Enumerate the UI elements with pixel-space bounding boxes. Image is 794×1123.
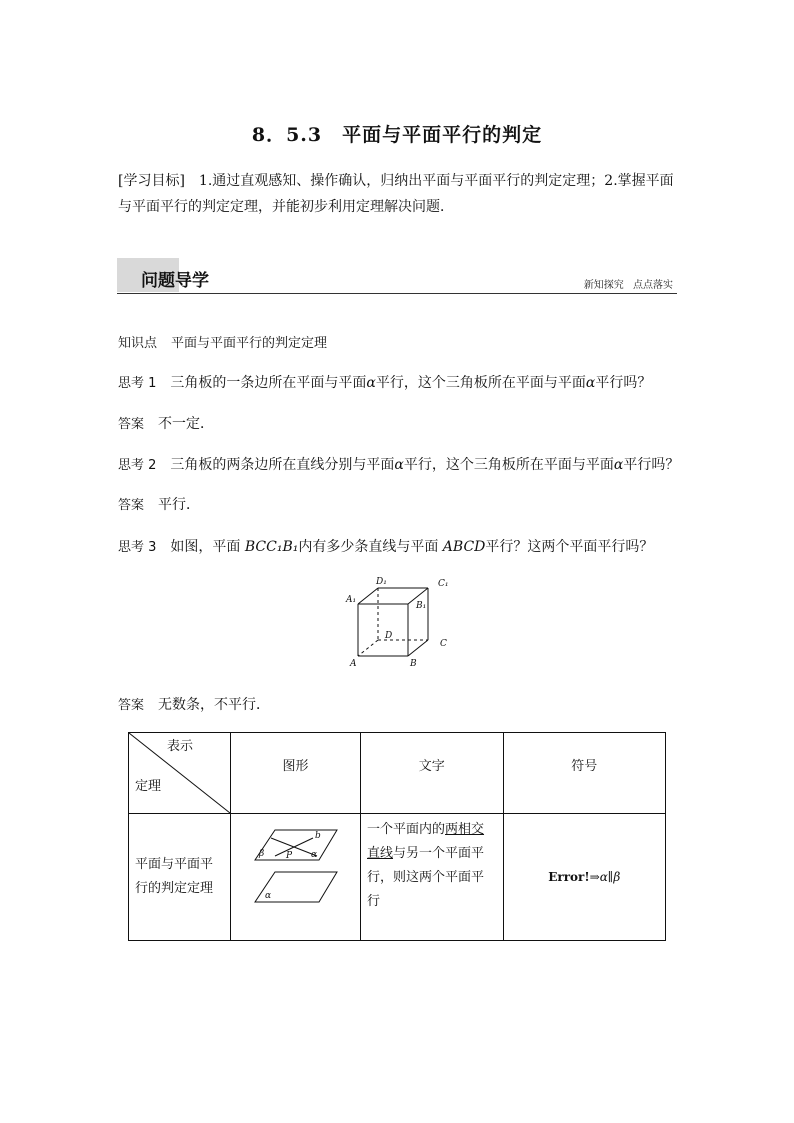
think-1 xyxy=(118,372,651,392)
diag-bottom-text: 定理 xyxy=(135,779,162,794)
cube-label-c1: C₁ xyxy=(438,579,449,589)
think-2-sym: α xyxy=(394,457,404,473)
think-1-label: 思考 1 xyxy=(118,376,157,391)
section-title: 问题导学 xyxy=(141,271,209,291)
answer-3 xyxy=(118,694,270,714)
symbol-error: Error! xyxy=(548,870,590,884)
think-3-text: 如图，平面 xyxy=(170,539,245,555)
cube-label-a: A xyxy=(350,659,357,669)
answer-3-text: 无数条，不平行． xyxy=(158,697,271,713)
cube-label-a1: A₁ xyxy=(346,595,357,605)
fig-label-beta: β xyxy=(259,849,265,859)
row-name: 平面与平面平行的判定定理 xyxy=(135,857,214,896)
goal-tag: [学习目标] xyxy=(118,173,185,189)
row-figure-cell xyxy=(231,814,361,941)
cube-figure xyxy=(340,572,460,672)
knowledge-text: 平面与平面平行的判定定理 xyxy=(171,336,328,351)
think-1-text2: 平行，这个三角板所在平面与平面 xyxy=(375,375,586,391)
page-title: 8．5.3 平面与平面平行的判定 xyxy=(251,124,543,146)
row-name-cell xyxy=(129,814,231,941)
think-1-sym: α xyxy=(366,375,376,391)
fig-label-b: b xyxy=(315,831,321,841)
table-row xyxy=(129,814,666,941)
goal-text: 1.通过直观感知、操作确认，归纳出平面与平面平行的判定定理；2.掌握平面与平面平行的判定定理，并能初步利用定理解决问题． xyxy=(118,173,674,215)
think-3-text2: 内有多少条直线与平面 xyxy=(298,539,443,555)
think-2-label: 思考 2 xyxy=(118,458,157,473)
think-2 xyxy=(118,454,679,474)
table-header-row xyxy=(129,733,666,814)
answer-2-label: 答案 xyxy=(118,498,145,513)
knowledge-point xyxy=(118,332,327,352)
row-description-cell xyxy=(361,814,504,941)
section-header xyxy=(117,258,677,294)
think-3-plane2: ABCD xyxy=(442,539,486,555)
think-3 xyxy=(118,536,653,556)
think-3-label: 思考 3 xyxy=(118,540,157,555)
cube-label-b: B xyxy=(410,659,417,669)
answer-2 xyxy=(118,494,200,514)
desc-part-b: 与另一个平面平行，则这两个平面平行 xyxy=(367,846,485,909)
row-symbol-cell xyxy=(503,814,665,941)
answer-1-text: 不一定． xyxy=(158,416,215,432)
think-3-plane: BCC₁B₁ xyxy=(244,539,299,555)
learning-goals xyxy=(118,168,680,220)
symbol-rest: ⇒α∥β xyxy=(589,870,621,884)
fig-label-alpha: α xyxy=(265,891,272,901)
answer-3-label: 答案 xyxy=(118,698,145,713)
think-1-sym2: α xyxy=(585,375,596,391)
diag-top-text: 表示 xyxy=(167,739,194,754)
cube-label-d: D xyxy=(385,631,393,641)
fig-label-p: P xyxy=(286,851,293,861)
think-2-text2: 平行，这个三角板所在平面与平面 xyxy=(403,457,614,473)
desc-underlined: 两相交直线 xyxy=(367,822,485,861)
think-1-text3: 平行吗？ xyxy=(595,375,652,391)
cube-label-b1: B₁ xyxy=(416,601,427,611)
answer-1-label: 答案 xyxy=(118,417,145,432)
header-figure: 图形 xyxy=(231,733,361,814)
knowledge-label: 知识点 xyxy=(118,336,158,351)
theorem-figure xyxy=(231,814,360,936)
desc-part-a: 一个平面内的 xyxy=(367,822,446,837)
diagonal-header-cell xyxy=(129,733,231,814)
think-2-text3: 平行吗？ xyxy=(623,457,680,473)
cube-label-c: C xyxy=(440,639,447,649)
header-symbol: 符号 xyxy=(503,733,665,814)
answer-1 xyxy=(118,413,214,433)
answer-2-text: 平行． xyxy=(158,497,201,513)
section-subtitle: 新知探究 点点落实 xyxy=(583,280,673,291)
think-2-text: 三角板的两条边所在直线分别与平面 xyxy=(170,457,395,473)
think-2-sym2: α xyxy=(613,457,624,473)
think-3-text3: 平行？这两个平面平行吗？ xyxy=(485,539,654,555)
theorem-table xyxy=(128,732,666,941)
think-1-text: 三角板的一条边所在平面与平面 xyxy=(170,375,367,391)
header-text: 文字 xyxy=(361,733,504,814)
cube-label-d1: D₁ xyxy=(376,577,387,587)
section-divider xyxy=(117,293,677,294)
fig-label-a-top: α xyxy=(311,850,318,860)
